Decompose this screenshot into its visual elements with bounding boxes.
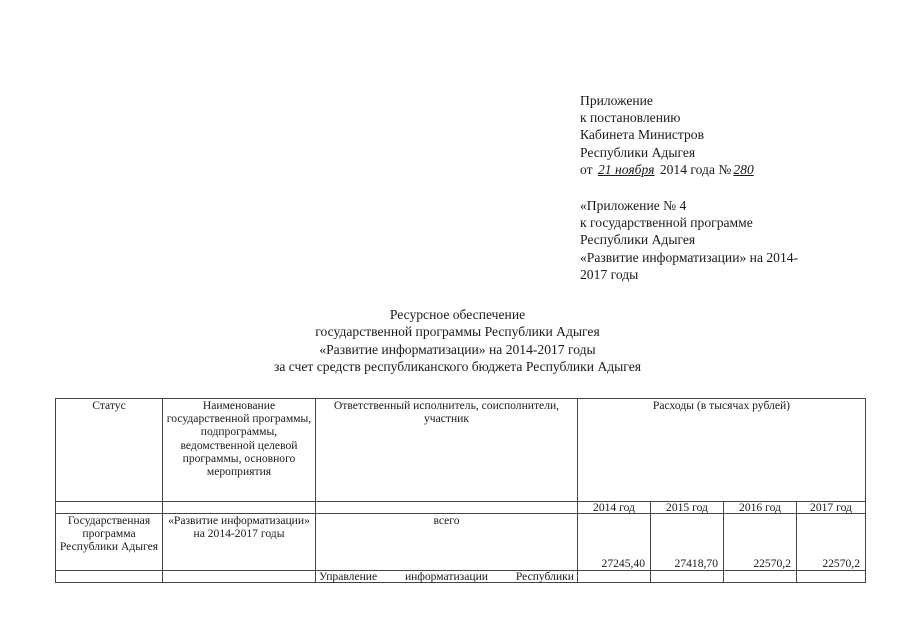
date-prefix: от <box>580 161 593 177</box>
appendix-date-line <box>580 161 798 178</box>
row-executor-partial: Управление информатизации Республики <box>316 571 578 583</box>
title-line-3: «Развитие информатизации» на 2014-2017 годы <box>319 341 596 357</box>
table-row <box>56 571 866 583</box>
value-2015: 27418,70 <box>651 514 724 571</box>
date-year: 2014 года № <box>659 161 732 177</box>
year-2014: 2014 год <box>578 502 651 514</box>
table-years-row <box>56 502 866 514</box>
appendix-line-4: Республики Адыгея <box>580 144 696 160</box>
year-2015: 2015 год <box>651 502 724 514</box>
appendix-block <box>580 92 798 283</box>
document-title <box>180 306 735 376</box>
appendix-line-2: к постановлению <box>580 110 681 126</box>
row-executor: всего <box>316 514 578 571</box>
header-status: Статус <box>56 399 163 502</box>
value-2016: 22570,2 <box>724 514 797 571</box>
resource-table <box>55 398 866 583</box>
date-day-month: 21 ноября <box>597 161 655 177</box>
header-executor: Ответственный исполнитель, соисполнители, участник <box>316 399 578 502</box>
program-appendix-line-3: Республики Адыгея <box>580 232 696 248</box>
year-2017: 2017 год <box>797 502 866 514</box>
title-line-1: Ресурсное обеспечение <box>389 307 526 322</box>
row-program-name: «Развитие информатизации» на 2014-2017 годы <box>163 514 316 571</box>
appendix-line-1: Приложение <box>580 93 653 108</box>
value-2014: 27245,40 <box>578 514 651 571</box>
value-2017: 22570,2 <box>797 514 866 571</box>
year-2016: 2016 год <box>724 502 797 514</box>
title-line-2: государственной программы Республики Адыгея <box>315 324 600 340</box>
document-number: 280 <box>733 161 754 177</box>
program-appendix-line-2: к государственной программе <box>580 215 753 231</box>
header-expenses: Расходы (в тысячах рублей) <box>578 399 866 502</box>
header-name: Наименование государственной программы, подпрограммы, ведомственной целевой программы, основного мероприятия <box>163 399 316 502</box>
title-line-4: за счет средств республиканского бюджета Республики Адыгея <box>273 359 641 375</box>
program-appendix-line-4: «Развитие информатизации» на 2014- <box>580 249 799 265</box>
program-appendix-line-5: 2017 годы <box>580 266 639 282</box>
table-header-row <box>56 399 866 502</box>
row-status: Государственная программа Республики Адыгея <box>56 514 163 571</box>
table-row <box>56 514 866 571</box>
program-appendix-line-1: «Приложение № 4 <box>580 198 687 214</box>
appendix-line-3: Кабинета Министров <box>580 127 705 143</box>
